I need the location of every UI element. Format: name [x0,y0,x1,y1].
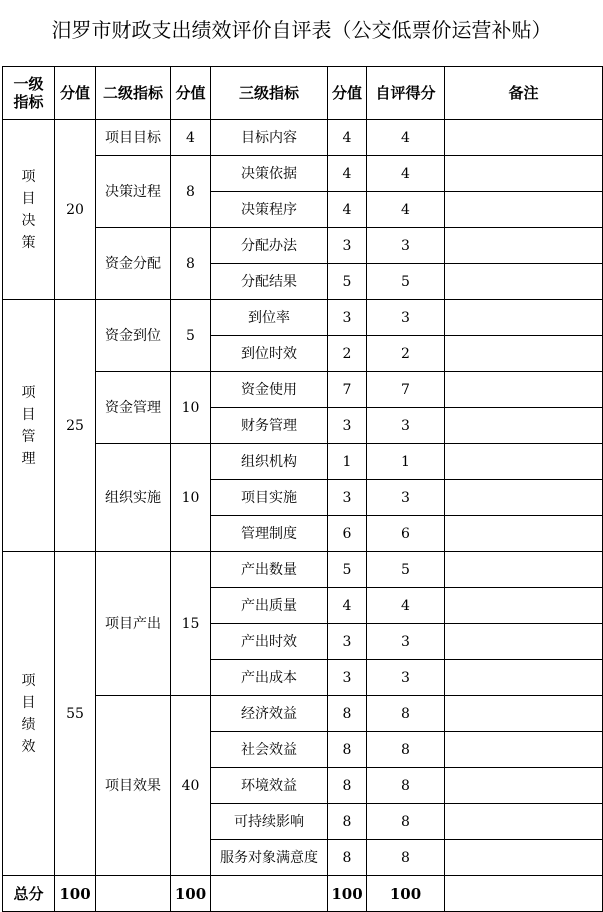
header-remarks: 备注 [445,67,603,120]
level3-indicator: 财务管理 [211,408,328,444]
level2-score: 10 [171,444,211,552]
level3-score: 4 [328,588,367,624]
level3-indicator: 组织机构 [211,444,328,480]
self-score: 3 [367,300,445,336]
level1-label: 项目决策 [21,168,36,251]
level2-score: 4 [171,120,211,156]
level3-indicator: 可持续影响 [211,804,328,840]
remark-cell [445,624,603,660]
header-self-score: 自评得分 [367,67,445,120]
level3-indicator: 到位率 [211,300,328,336]
level2-indicator: 资金管理 [96,372,171,444]
remark-cell [445,444,603,480]
self-score: 3 [367,408,445,444]
level3-score: 2 [328,336,367,372]
total-label: 总分 [3,876,55,912]
header-row [3,67,603,120]
level3-score: 3 [328,480,367,516]
level3-indicator: 经济效益 [211,696,328,732]
level3-indicator: 产出质量 [211,588,328,624]
level3-score: 6 [328,516,367,552]
level3-score: 3 [328,408,367,444]
remark-cell [445,516,603,552]
self-score: 4 [367,588,445,624]
level3-score: 3 [328,660,367,696]
self-score: 3 [367,228,445,264]
level3-score: 8 [328,732,367,768]
remark-cell [445,408,603,444]
level2-score: 10 [171,372,211,444]
total-remarks [445,876,603,912]
remark-cell [445,372,603,408]
level3-indicator: 产出成本 [211,660,328,696]
remark-cell [445,660,603,696]
total-score3: 100 [328,876,367,912]
total-self-score: 100 [367,876,445,912]
remark-cell [445,768,603,804]
level1-score: 20 [55,120,96,300]
level3-indicator: 社会效益 [211,732,328,768]
level3-score: 5 [328,552,367,588]
self-score: 3 [367,660,445,696]
total-level2 [96,876,171,912]
level2-indicator: 资金分配 [96,228,171,300]
self-score: 1 [367,444,445,480]
header-score3: 分值 [328,67,367,120]
self-score: 4 [367,120,445,156]
level2-indicator: 项目目标 [96,120,171,156]
level3-indicator: 产出数量 [211,552,328,588]
header-score2: 分值 [171,67,211,120]
self-score: 3 [367,624,445,660]
level3-indicator: 管理制度 [211,516,328,552]
level1-indicator [3,552,55,876]
level2-indicator: 资金到位 [96,300,171,372]
self-score: 8 [367,732,445,768]
level2-indicator: 组织实施 [96,444,171,552]
level3-score: 3 [328,228,367,264]
level3-indicator: 环境效益 [211,768,328,804]
level1-score: 55 [55,552,96,876]
level2-score: 8 [171,156,211,228]
remark-cell [445,480,603,516]
self-score: 4 [367,156,445,192]
total-score2: 100 [171,876,211,912]
remark-cell [445,840,603,876]
remark-cell [445,156,603,192]
level3-score: 4 [328,156,367,192]
level3-score: 3 [328,300,367,336]
self-score: 8 [367,768,445,804]
remark-cell [445,732,603,768]
page-title: 汨罗市财政支出绩效评价自评表（公交低票价运营补贴） [51,18,552,42]
level3-score: 8 [328,696,367,732]
remark-cell [445,192,603,228]
remark-cell [445,588,603,624]
self-score: 6 [367,516,445,552]
level3-indicator: 到位时效 [211,336,328,372]
level3-indicator: 分配结果 [211,264,328,300]
remark-cell [445,552,603,588]
self-score: 3 [367,480,445,516]
self-score: 4 [367,192,445,228]
level3-score: 4 [328,192,367,228]
level3-indicator: 产出时效 [211,624,328,660]
level1-indicator [3,120,55,300]
table-row [3,300,603,336]
level2-score: 40 [171,696,211,876]
level3-indicator: 决策程序 [211,192,328,228]
remark-cell [445,804,603,840]
header-level2: 二级指标 [96,67,171,120]
header-level1: 一级指标 [3,67,55,120]
level3-score: 7 [328,372,367,408]
remark-cell [445,300,603,336]
remark-cell [445,696,603,732]
table-row [3,552,603,588]
self-score: 2 [367,336,445,372]
level2-indicator: 项目产出 [96,552,171,696]
table-body [3,67,603,912]
level3-indicator: 决策依据 [211,156,328,192]
total-level3 [211,876,328,912]
remark-cell [445,120,603,156]
self-score: 8 [367,804,445,840]
total-score1: 100 [55,876,96,912]
level1-score: 25 [55,300,96,552]
self-score: 7 [367,372,445,408]
self-score: 5 [367,552,445,588]
total-row [3,876,603,912]
remark-cell [445,264,603,300]
level3-score: 8 [328,840,367,876]
level3-score: 1 [328,444,367,480]
level3-score: 4 [328,120,367,156]
level3-indicator: 服务对象满意度 [211,840,328,876]
header-level3: 三级指标 [211,67,328,120]
remark-cell [445,228,603,264]
evaluation-table [2,66,603,912]
level3-score: 8 [328,804,367,840]
level3-indicator: 资金使用 [211,372,328,408]
self-score: 5 [367,264,445,300]
level3-score: 8 [328,768,367,804]
level1-label: 项目绩效 [21,672,36,755]
level2-score: 15 [171,552,211,696]
level2-score: 5 [171,300,211,372]
level3-indicator: 分配办法 [211,228,328,264]
table-row [3,120,603,156]
level3-indicator: 目标内容 [211,120,328,156]
level1-indicator [3,300,55,552]
level2-indicator: 决策过程 [96,156,171,228]
level3-indicator: 项目实施 [211,480,328,516]
self-score: 8 [367,696,445,732]
remark-cell [445,336,603,372]
header-score1: 分值 [55,67,96,120]
level3-score: 3 [328,624,367,660]
level3-score: 5 [328,264,367,300]
level2-indicator: 项目效果 [96,696,171,876]
level1-label: 项目管理 [21,384,36,467]
level2-score: 8 [171,228,211,300]
self-score: 8 [367,840,445,876]
